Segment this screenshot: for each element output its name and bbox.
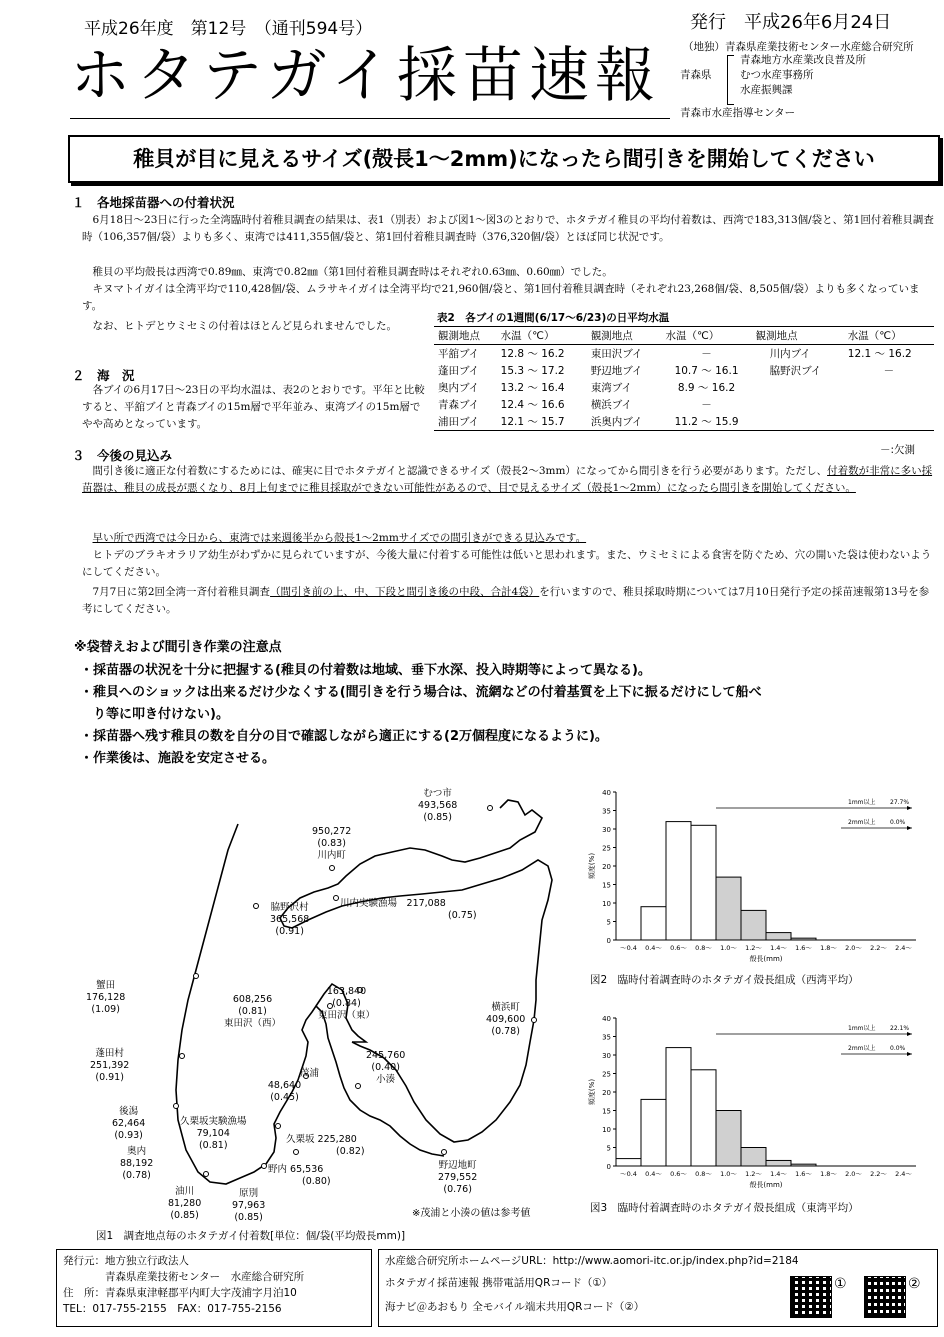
qr1-marker: ① bbox=[834, 1276, 847, 1292]
x-axis-label: 殻長(mm) bbox=[749, 1181, 783, 1189]
qr-code-1[interactable] bbox=[790, 1276, 832, 1318]
map-label-kurisaka-farm bbox=[180, 1116, 247, 1152]
x-tick-label: 1.8～ bbox=[820, 1170, 837, 1178]
map-label-name: 川内町 bbox=[317, 850, 346, 861]
survey-point bbox=[204, 1172, 209, 1177]
map-label-size: (0.78) bbox=[122, 1170, 151, 1181]
histogram-bar bbox=[791, 938, 816, 940]
map-label-count: 365,568 bbox=[270, 914, 310, 925]
histogram-bar bbox=[616, 1159, 641, 1166]
annotation-value: 27.7% bbox=[890, 799, 910, 806]
annotation-label: 2mm以上 bbox=[848, 819, 876, 826]
org-list-item: 水産振興課 bbox=[740, 84, 793, 96]
table-header-row bbox=[434, 327, 934, 345]
x-tick-label: 0.8～ bbox=[695, 944, 712, 952]
caution-item: ・稚貝へのショックは出来るだけ少なくする(間引きを行う場合は、流網などの付着基質を上下に振るだけにして船べ bbox=[80, 685, 762, 700]
histogram-bar bbox=[691, 825, 716, 940]
table-cell: 脇野沢ブイ bbox=[769, 365, 822, 377]
map-label-count: 176,128 bbox=[86, 992, 126, 1003]
map-label-count: 245,760 bbox=[366, 1050, 406, 1061]
histogram-bar bbox=[766, 933, 791, 940]
survey-point bbox=[180, 1054, 185, 1059]
histogram-bar bbox=[666, 1048, 691, 1166]
publisher-line: 発行元：地方独立行政法人 bbox=[63, 1255, 189, 1267]
publisher-box bbox=[56, 1249, 372, 1327]
header-rule bbox=[70, 118, 670, 119]
y-tick-label: 0 bbox=[606, 1163, 611, 1171]
x-tick-label: 0.8～ bbox=[695, 1170, 712, 1178]
histogram-bar bbox=[791, 1164, 816, 1166]
qr1-description: ホタテガイ採苗速報 携帯電話用QRコード（①） bbox=[385, 1277, 613, 1289]
annotation-label: 1mm以上 bbox=[848, 1025, 876, 1032]
x-tick-label: 1.0～ bbox=[720, 1170, 737, 1178]
map-label-count: 79,104 bbox=[196, 1128, 230, 1139]
table-cell bbox=[844, 396, 934, 413]
cautions-heading: ※袋替えおよび間引き作業の注意点 bbox=[74, 640, 282, 655]
section3-p4-emphasis: （間引き前の上、中、下段と間引き後の中段、合計4袋） bbox=[270, 586, 540, 598]
map-label-size: (0.75) bbox=[448, 910, 477, 921]
map-label-line bbox=[286, 1134, 365, 1146]
y-tick-label: 10 bbox=[602, 1126, 611, 1134]
table-cell: 12.1 ～ 16.2 bbox=[847, 348, 912, 360]
map-label-size: (0.85) bbox=[170, 1210, 199, 1221]
table-cell: 12.8 ～ 16.2 bbox=[500, 348, 565, 360]
survey-point bbox=[334, 896, 339, 901]
table-cell bbox=[844, 379, 934, 396]
map-label-name: 野辺地町 bbox=[438, 1160, 477, 1171]
map-label-count: 950,272 bbox=[312, 826, 352, 837]
y-tick-label: 40 bbox=[602, 789, 611, 797]
survey-point bbox=[442, 1150, 447, 1155]
table-cell: 蓬田ブイ bbox=[438, 365, 480, 377]
caution-item: ・作業後は、施設を安定させる。 bbox=[80, 751, 276, 766]
map-label-size: (0.81) bbox=[198, 1140, 228, 1151]
org-city: 青森市水産指導センター bbox=[680, 107, 796, 119]
y-axis-label: 頻度(%) bbox=[588, 852, 596, 880]
annotation-value: 0.0% bbox=[890, 819, 906, 826]
map-label-ushirogata bbox=[112, 1106, 145, 1142]
map-label-aburakawa bbox=[168, 1186, 201, 1222]
table-cell: 浦田ブイ bbox=[434, 413, 497, 431]
table-cell: 横浜ブイ bbox=[590, 399, 632, 411]
org-bracket bbox=[727, 55, 734, 105]
chart-east bbox=[586, 1012, 926, 1192]
map-label-count: 88,192 bbox=[120, 1158, 154, 1169]
y-tick-label: 30 bbox=[602, 826, 611, 834]
map-label-count: 62,464 bbox=[112, 1118, 146, 1129]
figure3-caption: 図3 臨時付着調査時のホタテガイ殻長組成（東湾平均） bbox=[590, 1202, 859, 1214]
annotation-label: 1mm以上 bbox=[848, 799, 876, 806]
survey-point bbox=[194, 974, 199, 979]
annotation-arrowhead bbox=[907, 1052, 912, 1056]
table-cell: － bbox=[701, 348, 712, 360]
y-tick-label: 35 bbox=[602, 807, 611, 816]
homepage-url[interactable]: 水産総合研究所ホームページURL：http://www.aomori-itc.or.jp/index.php?id=2184 bbox=[385, 1255, 799, 1267]
table-cell: 15.3 ～ 17.2 bbox=[500, 365, 565, 377]
map-label-name: 久栗坂 bbox=[286, 1134, 315, 1145]
x-tick-label: 1.0～ bbox=[720, 944, 737, 952]
page-title: ホタテガイ採苗速報 bbox=[70, 41, 661, 111]
map-label-size: (0.85) bbox=[423, 812, 452, 823]
org-list-item: 青森地方水産業改良普及所 bbox=[740, 54, 866, 66]
survey-point bbox=[262, 1164, 267, 1169]
y-tick-label: 0 bbox=[606, 937, 611, 945]
map-label-size: (0.93) bbox=[114, 1130, 143, 1141]
column-header: 水温（℃） bbox=[661, 327, 751, 345]
survey-point bbox=[330, 866, 335, 871]
chart-west bbox=[586, 786, 926, 966]
x-tick-label: 1.8～ bbox=[820, 944, 837, 952]
section1-p2: 稚貝の平均殻長は西湾で0.89㎜、東湾で0.82㎜（第1回付着稚貝調査時はそれぞれ0.63㎜、0.60㎜）でした。 bbox=[92, 266, 613, 278]
column-header: 水温（℃） bbox=[497, 327, 587, 345]
headline-text: 稚貝が目に見えるサイズ(殻長1～2mm)になったら間引きを開始してください bbox=[133, 147, 875, 171]
map-label-harabetsu bbox=[232, 1188, 265, 1224]
map-label-count: 251,392 bbox=[90, 1060, 130, 1071]
table-cell: － bbox=[883, 365, 895, 377]
map-label-size: (0.83) bbox=[317, 838, 346, 849]
cautions-list bbox=[80, 660, 940, 770]
x-tick-label: 1.4～ bbox=[770, 1170, 787, 1178]
table-cell: 13.2 ～ 16.4 bbox=[500, 382, 565, 394]
x-tick-label: 0.4～ bbox=[645, 944, 662, 952]
histogram-bar bbox=[641, 907, 666, 940]
map-label-count: 493,568 bbox=[418, 800, 458, 811]
map-label-size: (0.84) bbox=[332, 998, 361, 1009]
map-label-name: 東田沢（東） bbox=[318, 1010, 376, 1021]
table-cell: － bbox=[701, 399, 712, 411]
x-tick-label: 1.2～ bbox=[745, 1170, 762, 1178]
x-tick-label: 0.4～ bbox=[645, 1170, 662, 1178]
section1-p3: キヌマトイガイは全湾平均で110,428個/袋、ムラサキイガイは全湾平均で21,960個/袋と、第1回付着稚貝調査時（それぞれ23,268個/袋、8,505個/袋）よりも多くなっています。 bbox=[82, 283, 920, 312]
table-cell: 10.7 ～ 16.1 bbox=[674, 365, 739, 377]
map-label-size: (0.76) bbox=[443, 1184, 472, 1195]
x-tick-label: 0.6～ bbox=[670, 1170, 687, 1178]
section3-p3: ヒトデのブラキオラリア幼生がわずかに見られていますが、今後大量に付着する可能性は低いと思われます。また、ウミセミによる食害を防ぐため、穴の開いた袋は使わないようにしてください。 bbox=[82, 549, 932, 578]
table-cell bbox=[844, 413, 934, 431]
section3-p1 bbox=[82, 463, 937, 497]
table-row bbox=[434, 345, 934, 363]
section3-p4 bbox=[82, 584, 937, 618]
qr-code-2[interactable] bbox=[864, 1276, 906, 1318]
map-label-okunai bbox=[120, 1146, 153, 1182]
section1-p1: 6月18日～23日に行った全湾臨時付着稚貝調査の結果は、表1（別表）および図1～図3のとおりで、ホタテガイ稚貝の平均付着数は、西湾で183,313個/袋と、第1回付着稚貝調査時（106,357個/袋）よりも多く、東湾では411,355個/袋と、第1回付着稚貝調査時（376,320個/袋）とほぼ同じ状況です。 bbox=[82, 214, 934, 243]
map-label-kanita bbox=[86, 980, 125, 1016]
table-cell: 8.9 ～ 16.2 bbox=[677, 382, 736, 394]
map-label-name: 小湊 bbox=[376, 1074, 396, 1085]
survey-point bbox=[276, 1124, 281, 1129]
map-label-higashitazawa-east bbox=[318, 986, 375, 1022]
table-cell bbox=[752, 379, 844, 396]
map-label-size: (0.91) bbox=[95, 1072, 124, 1083]
histogram-bar bbox=[666, 822, 691, 940]
y-tick-label: 5 bbox=[606, 918, 611, 927]
table-cell bbox=[752, 396, 844, 413]
x-tick-label: 1.6～ bbox=[795, 944, 812, 952]
map-label-size: (0.45) bbox=[270, 1092, 299, 1103]
section3-heading: ３ 今後の見込み bbox=[72, 448, 173, 463]
figure1-caption: 図1 調査地点毎のホタテガイ付着数[単位：個/袋(平均殻長mm)] bbox=[96, 1230, 406, 1242]
table-cell: 12.1 ～ 15.7 bbox=[497, 413, 587, 431]
table2-note: －:欠測 bbox=[880, 444, 916, 456]
table-cell: 東田沢ブイ bbox=[590, 348, 643, 360]
x-tick-label: 1.2～ bbox=[745, 944, 762, 952]
section2-p1: 各ブイの6月17日～23日の平均水温は、表2のとおりです。平年と比較すると、平舘ブイと青森ブイの15m層で平年並み、東湾ブイの15m層でやや高めとなっています。 bbox=[82, 384, 425, 430]
table2-caption: 表2 各ブイの1週間(6/17～6/23)の日平均水温 bbox=[437, 312, 670, 324]
map-label-size: (0.81) bbox=[238, 1006, 267, 1017]
map-label-size: (1.09) bbox=[91, 1004, 120, 1015]
map-label-wakinosawa bbox=[270, 902, 309, 938]
map-label-count: 217,088 bbox=[406, 898, 446, 909]
column-header: 観測地点 bbox=[587, 327, 662, 345]
qr2-description: 海ナビ＠あおもり 全モバイル端末共用QRコード（②） bbox=[385, 1301, 645, 1313]
map-label-name: 油川 bbox=[175, 1186, 195, 1197]
map-label-size: (0.85) bbox=[234, 1212, 263, 1223]
histogram-bar bbox=[741, 1148, 766, 1167]
links-box bbox=[378, 1249, 938, 1327]
headline-banner bbox=[68, 135, 940, 183]
map-label-mutsu bbox=[418, 788, 457, 824]
map-label-count: 225,280 bbox=[317, 1134, 357, 1145]
table2 bbox=[434, 326, 934, 431]
survey-point bbox=[356, 1084, 361, 1089]
y-tick-label: 20 bbox=[602, 1089, 611, 1097]
map-label-name bbox=[340, 898, 477, 910]
y-tick-label: 30 bbox=[602, 1052, 611, 1060]
annotation-value: 22.1% bbox=[890, 1025, 910, 1032]
map-label-name: 原別 bbox=[239, 1188, 259, 1199]
caution-item: ・採苗器の状況を十分に把握する(稚貝の付着数は地域、垂下水深、投入時期等によって異なる)。 bbox=[80, 663, 651, 678]
table-cell: 11.2 ～ 15.9 bbox=[661, 413, 751, 431]
y-tick-label: 25 bbox=[602, 844, 611, 853]
contact-line: TEL：017-755-2155 FAX：017-755-2156 bbox=[63, 1303, 282, 1315]
map-label-kawauchi-farm bbox=[340, 898, 477, 922]
map-label-name: 野内 bbox=[268, 1164, 288, 1175]
section3-p2: 早い所で西湾では今日から、東湾では来週後半から殻長1～2mmサイズでの間引きができる見込みです。 bbox=[92, 532, 587, 544]
x-tick-label: 2.2～ bbox=[870, 1170, 887, 1178]
table-row bbox=[434, 362, 934, 379]
section1-heading: １ 各地採苗器への付着状況 bbox=[72, 195, 235, 210]
issue-date: 発行 平成26年6月24日 bbox=[690, 12, 892, 33]
map-label-name: 蟹田 bbox=[96, 980, 116, 991]
map-label-moura bbox=[250, 1068, 319, 1104]
x-axis-label: 殻長(mm) bbox=[749, 955, 783, 963]
map-label-name: むつ市 bbox=[423, 788, 452, 799]
map-label-count: 97,963 bbox=[232, 1200, 266, 1211]
histogram-bar bbox=[716, 877, 741, 940]
annotation-arrowhead bbox=[907, 826, 912, 830]
publisher-line: 青森県産業技術センター 水産総合研究所 bbox=[63, 1271, 305, 1283]
table-row bbox=[434, 413, 934, 431]
histogram-bar bbox=[716, 1111, 741, 1167]
table-cell: 平舘ブイ bbox=[438, 348, 480, 360]
x-tick-label: 1.4～ bbox=[770, 944, 787, 952]
map-label-count: 608,256 bbox=[232, 994, 273, 1005]
x-tick-label: 0.6～ bbox=[670, 944, 687, 952]
table-cell: 東湾ブイ bbox=[590, 382, 632, 394]
table-cell: 奥内ブイ bbox=[438, 382, 480, 394]
map-label-kurisaka bbox=[286, 1134, 365, 1158]
y-tick-label: 40 bbox=[602, 1015, 611, 1023]
map-label-name: 奥内 bbox=[127, 1146, 147, 1157]
org-list-item: むつ水産事務所 bbox=[740, 69, 814, 81]
x-tick-label: 2.0～ bbox=[845, 1170, 862, 1178]
map-label-size: (0.78) bbox=[491, 1026, 520, 1037]
x-tick-label: ～0.4 bbox=[620, 944, 637, 952]
survey-point bbox=[174, 1104, 179, 1109]
x-tick-label: 2.2～ bbox=[870, 944, 887, 952]
map-label-count: 81,280 bbox=[168, 1198, 202, 1209]
map-label-size: (0.40) bbox=[371, 1062, 400, 1073]
column-header: 観測地点 bbox=[434, 327, 497, 345]
x-tick-label: 2.4～ bbox=[895, 944, 912, 952]
map-label-name: 後潟 bbox=[119, 1106, 139, 1117]
x-tick-label: 2.0～ bbox=[845, 944, 862, 952]
map-label-yomogita bbox=[90, 1048, 129, 1084]
table-row bbox=[434, 379, 934, 396]
map-label-name: 久栗坂実験漁場 bbox=[180, 1116, 247, 1127]
map-label-name: 東田沢（西） bbox=[224, 1018, 282, 1029]
y-tick-label: 20 bbox=[602, 863, 611, 871]
map-label-name: 蓬田村 bbox=[95, 1048, 124, 1059]
map-label-name: 茂浦 bbox=[300, 1068, 320, 1079]
histogram-bar bbox=[766, 1160, 791, 1166]
map-label-line bbox=[268, 1164, 331, 1176]
caution-item: り等に叩き付けない)。 bbox=[80, 707, 229, 722]
histogram-bar bbox=[691, 1070, 716, 1166]
address-line: 住 所：青森県東津軽郡平内町大字茂浦字月泊10 bbox=[63, 1287, 297, 1299]
y-tick-label: 35 bbox=[602, 1033, 611, 1042]
caution-item: ・採苗器へ残す稚貝の数を自分の目で確認しながら適正にする(2万個程度になるように)。 bbox=[80, 729, 608, 744]
section1-body bbox=[82, 212, 937, 246]
map-label-kominato bbox=[366, 1050, 405, 1086]
y-tick-label: 5 bbox=[606, 1144, 611, 1153]
survey-point bbox=[488, 806, 493, 811]
qr2-marker: ② bbox=[908, 1276, 921, 1292]
issue-number: 平成26年度 第12号 （通刊594号） bbox=[84, 19, 373, 39]
org-list bbox=[740, 53, 866, 98]
map-label-yokohama bbox=[486, 1002, 525, 1038]
table-cell: 川内ブイ bbox=[769, 348, 811, 360]
y-tick-label: 15 bbox=[602, 1107, 611, 1116]
annotation-label: 2mm以上 bbox=[848, 1045, 876, 1052]
map-label-size: (0.91) bbox=[275, 926, 304, 937]
table-cell: 浜奥内ブイ bbox=[587, 413, 662, 431]
map-label-count: 163,840 bbox=[326, 986, 367, 997]
table-cell: 野辺地ブイ bbox=[590, 365, 643, 377]
section2-heading: ２ 海 況 bbox=[72, 368, 135, 383]
survey-point bbox=[254, 904, 259, 909]
figure2-caption: 図2 臨時付着調査時のホタテガイ殻長組成（西湾平均） bbox=[590, 974, 859, 986]
map-label-name-text: 川内実験漁場 bbox=[340, 898, 398, 909]
map-label-count: 409,600 bbox=[486, 1014, 526, 1025]
org-main: （地独）青森県産業技術センター水産総合研究所 bbox=[683, 41, 914, 53]
map-note: ※茂浦と小湊の値は参考値 bbox=[412, 1208, 531, 1219]
map-label-nonai bbox=[268, 1164, 331, 1188]
map-label-name: 脇野沢村 bbox=[270, 902, 309, 913]
map-label-size: (0.82) bbox=[336, 1146, 365, 1157]
y-tick-label: 10 bbox=[602, 900, 611, 908]
y-tick-label: 15 bbox=[602, 881, 611, 890]
column-header: 観測地点 bbox=[752, 327, 844, 345]
table-cell: 青森ブイ bbox=[438, 399, 480, 411]
x-tick-label: 2.4～ bbox=[895, 1170, 912, 1178]
section3-p4-text: 7月7日に第2回全湾一斉付着稚貝調査 bbox=[92, 586, 271, 598]
map-label-higashitazawa-west bbox=[224, 994, 281, 1030]
annotation-arrowhead bbox=[907, 806, 912, 810]
section3-p4-tail: を行いますので、稚貝採取時期については7月10日発行予定の採苗速報第13号を参考にしてください。 bbox=[82, 586, 930, 615]
histogram-bar bbox=[741, 910, 766, 940]
y-tick-label: 25 bbox=[602, 1070, 611, 1079]
histogram-bar bbox=[641, 1099, 666, 1166]
map-label-count: 48,640 bbox=[267, 1080, 302, 1091]
y-axis-label: 頻度(%) bbox=[588, 1078, 596, 1106]
map-label-kawauchi bbox=[312, 826, 351, 862]
table-cell: 12.4 ～ 16.6 bbox=[500, 399, 565, 411]
annotation-arrowhead bbox=[907, 1032, 912, 1036]
map-label-name: 横浜町 bbox=[491, 1002, 520, 1013]
column-header: 水温（℃） bbox=[844, 327, 934, 345]
annotation-value: 0.0% bbox=[890, 1045, 906, 1052]
map-label-noheji bbox=[438, 1160, 477, 1196]
table-cell bbox=[752, 413, 844, 431]
section3-p1-text: 間引き後に適正な付着数にするためには、確実に目でホタテガイと認識できるサイズ（殻長2～3mm）になってから間引きを行う必要があります。ただし、 bbox=[92, 465, 828, 477]
map-label-size: (0.80) bbox=[302, 1176, 331, 1187]
survey-point bbox=[532, 1018, 537, 1023]
table-row bbox=[434, 396, 934, 413]
map-label-count: 65,536 bbox=[290, 1164, 324, 1175]
map-label-count: 279,552 bbox=[438, 1172, 478, 1183]
x-tick-label: ～0.4 bbox=[620, 1170, 637, 1178]
section1-p4: なお、ヒトデとウミセミの付着はほとんど見られませんでした。 bbox=[92, 320, 397, 332]
org-pref: 青森県 bbox=[680, 69, 712, 81]
x-tick-label: 1.6～ bbox=[795, 1170, 812, 1178]
section3-p1-emphasis: 付着数が非常に多い採苗器は、稚貝の成長が悪くなり、8月上旬までに稚貝採取ができない可能性があるので、目で見えるサイズ（殻長1～2mm）になったら間引きを開始してください。 bbox=[82, 465, 933, 494]
